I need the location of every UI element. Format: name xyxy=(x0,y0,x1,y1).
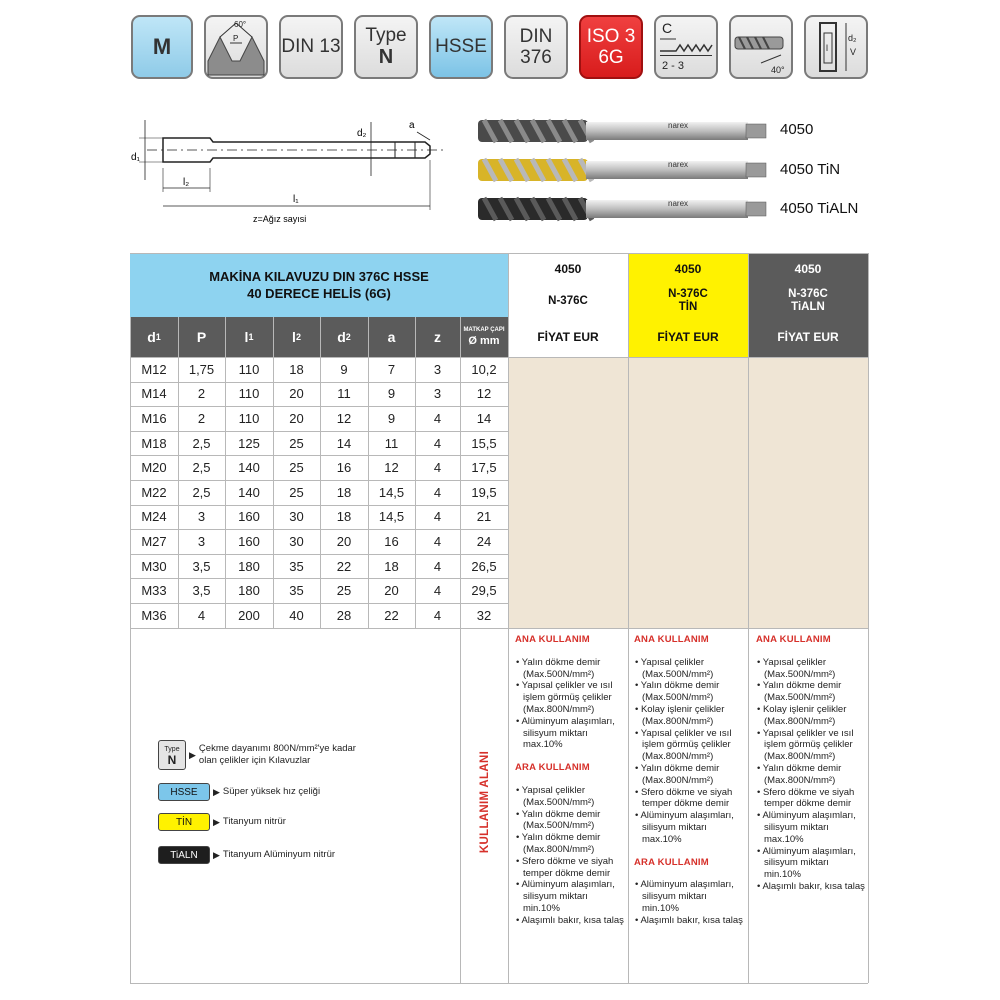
table-cell: 2 xyxy=(197,410,206,426)
table-cell: 30 xyxy=(289,509,304,525)
column-header xyxy=(368,317,415,357)
label-d1: d₁ xyxy=(131,152,140,163)
legend-item xyxy=(158,740,359,770)
tool-photo-svg xyxy=(478,195,768,223)
table-cell: 16 xyxy=(384,533,399,549)
usage-main-item: • Yalın dökme demir (Max.500N/mm²) xyxy=(635,680,720,704)
table-cell: M27 xyxy=(141,533,167,549)
column-header-text: d xyxy=(337,329,346,345)
variant-code: 4050 xyxy=(748,253,868,285)
type-letter: N xyxy=(378,46,394,68)
table-cell: 20 xyxy=(336,533,352,549)
table-cell: 11 xyxy=(384,435,399,451)
price-cell[interactable] xyxy=(628,505,748,530)
header-divider xyxy=(130,357,868,358)
table-cell: M36 xyxy=(141,607,167,623)
chamfer-range: 2 - 3 xyxy=(662,60,685,72)
column-divider xyxy=(508,253,509,983)
table-cell: 21 xyxy=(476,509,492,525)
price-cell[interactable] xyxy=(748,578,868,603)
price-cell[interactable] xyxy=(628,431,748,456)
column-header xyxy=(225,317,273,357)
column-header-text: d xyxy=(147,329,156,345)
price-cell[interactable] xyxy=(628,578,748,603)
table-cell: 14 xyxy=(476,410,492,426)
table-cell: 1,75 xyxy=(188,361,215,377)
table-cell: 22 xyxy=(384,607,399,623)
table-cell: 125 xyxy=(238,435,260,451)
variant-sub-line: TİN xyxy=(678,301,698,313)
column-divider xyxy=(868,253,869,983)
column-divider xyxy=(748,253,749,983)
usage-gap xyxy=(515,751,627,762)
price-cell[interactable] xyxy=(748,431,868,456)
table-cell: 14,5 xyxy=(378,509,405,525)
tool-photo-svg xyxy=(478,117,768,145)
column-header-text: z xyxy=(434,329,441,345)
legend-item xyxy=(158,846,335,864)
metric-thread-icon xyxy=(131,15,193,79)
table-cell: 4 xyxy=(433,410,442,426)
table-cell: 12 xyxy=(476,386,492,402)
table-cell: 20 xyxy=(384,583,399,599)
table-cell: 4 xyxy=(197,607,206,623)
usage-main-item: • Sfero dökme ve siyah temper dökme demir xyxy=(757,786,855,810)
table-cell: 180 xyxy=(238,558,260,574)
price-cell[interactable] xyxy=(748,382,868,407)
table-cell: 3,5 xyxy=(192,583,211,599)
variant-name xyxy=(748,285,868,317)
usage-secondary-item: • Sfero dökme ve siyah temper dökme demir xyxy=(516,855,614,879)
column-header-text: l xyxy=(292,329,296,345)
label-l1: l₁ xyxy=(293,194,299,205)
legend-arrow-icon: ▶ xyxy=(189,749,196,760)
price-header: FİYAT EUR xyxy=(628,317,748,357)
column-divider xyxy=(628,253,629,983)
table-cell: 4 xyxy=(433,509,442,525)
table-cell: 110 xyxy=(238,361,260,377)
table-cell: 3,5 xyxy=(192,558,211,574)
price-cell[interactable] xyxy=(508,578,628,603)
usage-main-item: • Alüminyum alaşımları, silisyum miktarı min.10% xyxy=(757,845,856,881)
table-title-line1: MAKİNA KILAVUZU DIN 376C HSSE xyxy=(209,269,429,284)
usage-secondary-item: • Yalın dökme demir (Max.500N/mm²) xyxy=(516,808,601,832)
legend-arrow-icon: ▶ xyxy=(213,816,220,827)
usage-area-text: KULLANIM ALANI xyxy=(479,750,491,854)
price-header: FİYAT EUR xyxy=(508,317,628,357)
table-cell: 18 xyxy=(384,558,399,574)
variant-name xyxy=(508,285,628,317)
variant-name xyxy=(628,285,748,317)
tool-square-end xyxy=(746,163,766,177)
table-title-line2: 40 DERECE HELİS (6G) xyxy=(247,286,391,301)
price-cell[interactable] xyxy=(508,554,628,579)
label-d2: d₂ xyxy=(357,128,367,139)
helix-angle-text: 40° xyxy=(771,65,785,75)
usage-main-title: ANA KULLANIM xyxy=(756,634,831,645)
column-header xyxy=(130,317,178,357)
usage-main-item: • Yapısal çelikler ve ısıl işlem görmüş çelikler (Max.800N/mm²) xyxy=(757,727,854,763)
column-divider xyxy=(415,317,416,628)
column-header xyxy=(460,317,508,357)
column-header xyxy=(320,317,368,357)
table-cell: 4 xyxy=(433,583,442,599)
table-cell: 15,5 xyxy=(471,435,497,451)
column-divider xyxy=(368,317,369,628)
table-cell: 160 xyxy=(238,533,260,549)
shank-svg xyxy=(806,17,866,77)
price-cell[interactable] xyxy=(508,603,628,628)
table-cell: 3 xyxy=(197,509,206,525)
column-divider xyxy=(273,317,274,628)
price-cell[interactable] xyxy=(508,431,628,456)
table-cell: 25 xyxy=(289,435,304,451)
variant-name-line: N-376C xyxy=(788,288,828,300)
price-cell[interactable] xyxy=(508,480,628,505)
usage-main-item: • Alüminyum alaşımları, silisyum miktarı max.10% xyxy=(635,810,734,845)
din376-line1: DIN xyxy=(519,26,553,47)
table-cell: M14 xyxy=(141,386,167,402)
label-a: a xyxy=(409,120,415,131)
table-cell: 2 xyxy=(197,386,206,402)
chamfer-svg xyxy=(656,17,716,77)
price-cell[interactable] xyxy=(748,505,868,530)
table-cell: 200 xyxy=(238,607,260,623)
table-cell: 20 xyxy=(289,410,304,426)
price-cell[interactable] xyxy=(628,529,748,554)
column-header-sub: 1 xyxy=(248,332,254,342)
shank-d2: d₂ xyxy=(848,33,857,43)
shank-l: l xyxy=(826,43,828,53)
usage-col-4050 xyxy=(515,634,627,927)
column-header-text: a xyxy=(387,329,396,345)
column-header xyxy=(273,317,320,357)
din376-icon xyxy=(504,15,568,79)
table-cell: M18 xyxy=(141,435,167,451)
table-cell: 3 xyxy=(197,533,206,549)
flutes-note: z=Ağız sayısi xyxy=(253,214,307,224)
brand-text: narex xyxy=(668,199,689,208)
shank-icon xyxy=(804,15,868,79)
brand-text: narex xyxy=(668,121,689,130)
table-cell: 17,5 xyxy=(471,460,497,476)
legend-text: Titanyum Alüminyum nitrür xyxy=(222,849,336,860)
table-cell: M33 xyxy=(141,583,167,599)
din13-icon xyxy=(279,15,343,79)
table-title xyxy=(130,253,508,317)
table-cell: M24 xyxy=(141,509,167,525)
usage-main-item: • Kolay işlenir çelikler (Max.800N/mm²) xyxy=(757,703,847,727)
usage-secondary-item: • Alüminyum alaşımları, silisyum miktarı min.10% xyxy=(516,879,615,914)
legend-badge xyxy=(158,846,210,864)
table-cell: 9 xyxy=(340,361,348,377)
price-cell[interactable] xyxy=(748,455,868,480)
legend-badge-text: HSSE xyxy=(170,786,198,798)
table-cell: 11 xyxy=(337,386,351,402)
legend-badge xyxy=(158,783,210,801)
column-divider xyxy=(130,317,131,628)
table-cell: 29,5 xyxy=(471,583,497,599)
column-divider xyxy=(460,317,461,628)
usage-main-item: • Alüminyum alaşımları, silisyum miktarı max.10% xyxy=(516,715,615,751)
price-header: FİYAT EUR xyxy=(748,317,868,357)
table-cell: 16 xyxy=(336,460,352,476)
table-bottom-line xyxy=(130,983,868,984)
table-cell: 24 xyxy=(476,533,492,549)
usage-col-4050-tialn xyxy=(756,634,866,893)
column-header-sub: 2 xyxy=(345,332,351,342)
price-cell[interactable] xyxy=(508,406,628,431)
price-cell[interactable] xyxy=(748,603,868,628)
column-header-text: l xyxy=(244,329,249,345)
column-header-sub: 1 xyxy=(155,332,161,342)
table-cell: 25 xyxy=(289,460,304,476)
tap-dimension-drawing xyxy=(125,110,455,230)
table-cell: 10,2 xyxy=(471,361,497,377)
usage-secondary-item: • Alaşımlı bakır, kısa talaş xyxy=(635,914,743,926)
usage-main-item: • Yapısal çelikler ve ısıl işlem görmüş çelikler (Max.800N/mm²) xyxy=(635,727,732,763)
price-cell[interactable] xyxy=(628,382,748,407)
table-cell: 2,5 xyxy=(192,484,211,500)
table-cell: 18 xyxy=(336,484,352,500)
table-cell: 4 xyxy=(433,607,442,623)
table-cell: 12 xyxy=(336,410,352,426)
table-cell: 14,5 xyxy=(378,484,405,500)
table-cell: 18 xyxy=(336,509,352,525)
table-cell: 110 xyxy=(238,410,260,426)
tool-shank xyxy=(586,122,748,140)
legend-arrow-icon: ▶ xyxy=(213,849,220,860)
usage-main-item: • Yapısal çelikler ve ısıl işlem görmüş çelikler (Max.800N/mm²) xyxy=(516,680,613,715)
usage-main-item: • Yalın dökme demir (Max.800N/mm²) xyxy=(635,762,720,786)
shank-v: V xyxy=(850,47,857,57)
legend-arrow-icon: ▶ xyxy=(213,786,220,797)
price-cell[interactable] xyxy=(508,529,628,554)
column-header-sub: 2 xyxy=(295,332,301,342)
table-cell: 22 xyxy=(336,558,352,574)
usage-main-item: • Kolay işlenir çelikler (Max.800N/mm²) xyxy=(635,703,725,727)
din376-line2: 376 xyxy=(520,47,552,68)
legend-badge-letter: N xyxy=(167,753,177,767)
price-cell[interactable] xyxy=(748,554,868,579)
usage-main-item: • Yalın dökme demir (Max.500N/mm²) xyxy=(757,680,842,704)
table-cell: 35 xyxy=(289,583,304,599)
variant-code: 4050 xyxy=(628,253,748,285)
usage-secondary-item: • Alaşımlı bakır, kısa talaş xyxy=(516,914,624,926)
price-cell[interactable] xyxy=(748,357,868,382)
tool-photo-4050 xyxy=(478,117,768,145)
usage-secondary-item: • Alüminyum alaşımları, silisyum miktarı min.10% xyxy=(635,879,734,914)
price-cell[interactable] xyxy=(748,406,868,431)
tool-square-end xyxy=(746,202,766,216)
legend-text: Titanyum nitrür xyxy=(222,816,286,827)
table-cell: 4 xyxy=(433,435,442,451)
tool-label-4050-tin: 4050 TiN xyxy=(780,161,841,178)
tool-square-end xyxy=(746,124,766,138)
iso-line1: ISO 3 xyxy=(586,26,636,47)
legend-item xyxy=(158,783,320,801)
tool-shank xyxy=(586,161,748,179)
price-cell[interactable] xyxy=(628,455,748,480)
table-cell: 30 xyxy=(289,533,304,549)
table-cell: 7 xyxy=(387,361,396,377)
table-cell: 160 xyxy=(238,509,260,525)
tool-label-4050-tialn: 4050 TiALN xyxy=(780,200,859,217)
price-cell[interactable] xyxy=(628,554,748,579)
legend-badge xyxy=(158,813,210,831)
price-cell[interactable] xyxy=(508,357,628,382)
table-cell: 19,5 xyxy=(471,484,497,500)
thread-profile-icon xyxy=(204,15,268,79)
usage-main-item: • Alüminyum alaşımları, silisyum miktarı max.10% xyxy=(757,810,856,845)
table-cell: 3 xyxy=(433,386,442,402)
chamfer-letter: C xyxy=(662,20,673,36)
table-cell: 4 xyxy=(433,533,442,549)
metric-label: M xyxy=(152,34,172,59)
usage-main-item: • Alaşımlı bakır, kısa talaş xyxy=(757,880,865,892)
hsse-icon xyxy=(429,15,493,79)
din13-label: DIN 13 xyxy=(281,36,341,57)
tool-label-4050: 4050 xyxy=(780,121,814,138)
legend-badge-top: Type xyxy=(164,746,180,753)
usage-main-item: • Yapısal çelikler (Max.500N/mm²) xyxy=(757,656,836,680)
drill-col-unit: Ø mm xyxy=(468,335,500,347)
iso-tolerance-icon xyxy=(579,15,643,79)
pitch-angle-text: 60° xyxy=(234,20,247,29)
table-cell: 110 xyxy=(238,386,260,402)
table-cell: 35 xyxy=(289,558,304,574)
table-cell: 2,5 xyxy=(192,460,211,476)
usage-secondary-title: ARA KULLANIM xyxy=(634,856,709,868)
column-header xyxy=(178,317,225,357)
column-header-text: P xyxy=(196,329,207,345)
usage-area-label xyxy=(462,622,508,982)
legend-text: Çekme dayanımı 800N/mm²'ye kadar olan çelikler için Kılavuzlar xyxy=(198,743,356,766)
usage-main-item: • Sfero dökme ve siyah temper dökme demir xyxy=(635,786,733,810)
table-cell: 25 xyxy=(289,484,304,500)
column-divider xyxy=(178,317,179,628)
price-cell[interactable] xyxy=(508,455,628,480)
table-cell: 180 xyxy=(238,583,260,599)
column-divider xyxy=(225,317,226,628)
legend-badge-text: TİN xyxy=(175,816,193,828)
hsse-label: HSSE xyxy=(435,36,487,57)
table-cell: 18 xyxy=(289,361,304,377)
drill-col-label: MATKAP ÇAPI xyxy=(463,327,505,333)
table-cell: M16 xyxy=(141,410,167,426)
table-cell: M22 xyxy=(141,484,167,500)
spiral-flute-svg xyxy=(731,17,791,77)
price-cell[interactable] xyxy=(628,603,748,628)
table-top-line xyxy=(130,253,868,254)
usage-gap xyxy=(634,846,746,857)
price-cell[interactable] xyxy=(628,480,748,505)
table-cell: M20 xyxy=(141,460,167,476)
label-l2: l₂ xyxy=(183,177,190,188)
legend-item xyxy=(158,813,286,831)
table-cell: 14 xyxy=(336,435,352,451)
usage-main-title: ANA KULLANIM xyxy=(515,634,590,645)
table-cell: 4 xyxy=(433,484,442,500)
table-cell: 25 xyxy=(336,583,352,599)
table-cell: M12 xyxy=(141,361,167,377)
type-word: Type xyxy=(365,25,407,46)
price-cell[interactable] xyxy=(508,505,628,530)
table-cell: 4 xyxy=(433,460,442,476)
usage-main-item: • Yalın dökme demir (Max.500N/mm²) xyxy=(516,656,601,680)
chamfer-icon xyxy=(654,15,718,79)
price-cell[interactable] xyxy=(508,382,628,407)
variant-sub-line: TiALN xyxy=(791,301,825,313)
price-cell[interactable] xyxy=(628,406,748,431)
table-cell: 9 xyxy=(387,386,396,402)
brand-text: narex xyxy=(668,160,689,169)
variant-name-line: N-376C xyxy=(548,294,588,307)
table-cell: 32 xyxy=(476,607,492,623)
table-cell: 2,5 xyxy=(192,435,211,451)
table-cell: 40 xyxy=(289,607,304,623)
iso-line2: 6G xyxy=(598,47,624,68)
legend-text: Süper yüksek hız çeliği xyxy=(222,786,321,797)
price-cell[interactable] xyxy=(748,529,868,554)
table-cell: 140 xyxy=(238,484,260,500)
table-cell: 140 xyxy=(238,460,260,476)
table-cell: 26,5 xyxy=(471,558,497,574)
table-cell: M30 xyxy=(141,558,167,574)
table-cell: 9 xyxy=(387,410,396,426)
table-cell: 12 xyxy=(384,460,399,476)
column-divider xyxy=(460,628,461,983)
usage-secondary-item: • Yalın dökme demir (Max.800N/mm²) xyxy=(516,832,601,855)
type-n-icon xyxy=(354,15,418,79)
usage-col-4050-tin xyxy=(634,634,746,927)
price-cell[interactable] xyxy=(628,357,748,382)
legend-badge-text: TiALN xyxy=(170,849,198,861)
usage-secondary-item: • Yapısal çelikler (Max.500N/mm²) xyxy=(516,784,595,808)
column-divider xyxy=(130,628,131,983)
thread-profile-svg xyxy=(206,17,266,77)
table-cell: 20 xyxy=(289,386,304,402)
variant-code: 4050 xyxy=(508,253,628,285)
tool-photo-svg xyxy=(478,156,768,184)
table-cell: 3 xyxy=(433,361,442,377)
legend-badge xyxy=(158,740,186,770)
table-cell: 4 xyxy=(433,558,442,574)
usage-main-item: • Yalın dökme demir (Max.800N/mm²) xyxy=(757,762,842,786)
column-header xyxy=(415,317,460,357)
table-cell: 28 xyxy=(336,607,352,623)
usage-main-title: ANA KULLANIM xyxy=(634,634,709,645)
variant-name-line: N-376C xyxy=(668,288,708,300)
usage-main-item: • Yapısal çelikler (Max.500N/mm²) xyxy=(635,656,714,680)
column-divider xyxy=(320,317,321,628)
tool-photo-4050-tin xyxy=(478,156,768,184)
usage-secondary-title: ARA KULLANIM xyxy=(515,762,590,774)
tool-shank xyxy=(586,200,748,218)
spiral-flute-icon xyxy=(729,15,793,79)
tool-photo-4050-tialn xyxy=(478,195,768,223)
pitch-text: P xyxy=(233,34,239,43)
price-cell[interactable] xyxy=(748,480,868,505)
